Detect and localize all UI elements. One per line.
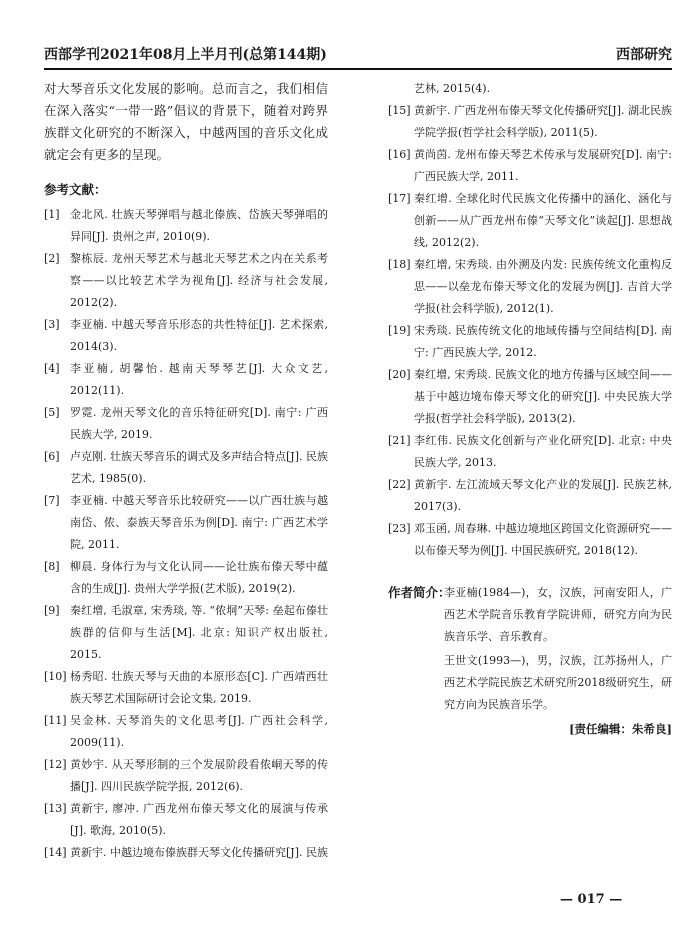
reference-number: [19] [388,324,411,337]
reference-number: [17] [388,192,411,205]
reference-text: 黄新宇. 左江流域天琴文化产业的发展[J]. 民族艺林, 2017(3). [414,478,672,513]
reference-item [44,556,328,600]
references-title: 参考文献： [44,182,107,197]
right-column [388,78,672,740]
references-list-left [44,204,328,864]
reference-item [44,204,328,248]
reference-item [388,254,672,320]
reference-item [44,490,328,556]
reference-item [44,710,328,754]
reference-number: [21] [388,434,411,447]
reference-item [388,364,672,430]
reference-text: 黄新宇. 广西龙州布傣天琴文化传播研究[J]. 湖北民族学院学报(哲学社会科学版), 2011(5). [414,104,672,139]
reference-number: [4] [44,362,60,375]
reference-number: [18] [388,258,411,271]
reference-number: [7] [44,494,60,507]
reference-item [388,474,672,518]
author-bio-1: 李亚楠(1984—)，女，汉族，河南安阳人，广西艺术学院音乐教育学院讲师，研究方向为民族音乐学、音乐教育。 [444,586,672,643]
reference-text: 李亚楠, 胡馨怡. 越南天琴琴艺[J]. 大众文艺, 2012(11). [70,362,328,397]
reference-number: [12] [44,758,67,771]
reference-number: [23] [388,522,411,535]
reference-number: [1] [44,208,60,221]
reference-text: 李红伟. 民族文化创新与产业化研究[D]. 北京: 中央民族大学, 2013. [414,434,672,469]
reference-item [44,600,328,666]
author-bio-2: 王世文(1993—)，男，汉族，江苏扬州人，广西艺术学院民族艺术研究所2018级研究生，研究方向为民族音乐学。 [444,654,672,711]
reference-item [44,666,328,710]
reference-number: [6] [44,450,60,463]
reference-item [388,144,672,188]
reference-text: 卢克刚. 壮族天琴音乐的调式及多声结合特点[J]. 民族艺术, 1985(0). [70,450,328,485]
reference-item [44,248,328,314]
reference-text: 秦红增, 宋秀琰. 民族文化的地方传播与区域空间——基于中越边境布傣天琴文化的研究[J]. 中央民族大学学报(哲学社会科学版), 2013(2). [414,368,672,425]
reference-text: 罗霓. 龙州天琴文化的音乐特征研究[D]. 南宁: 广西民族大学, 2019. [70,406,328,441]
reference-text: 金北风. 壮族天琴弹唱与越北傣族、岱族天琴弹唱的异同[J]. 贵州之声, 2010(9). [70,208,328,243]
page-number: — 017 — [560,892,623,907]
author-label: 作者简介： [388,585,451,600]
reference-number: [20] [388,368,411,381]
responsible-editor: [责任编辑：朱希良] [569,722,672,736]
running-header [44,40,672,70]
reference-text: 宋秀琰. 民族传统文化的地域传播与空间结构[D]. 南宁: 广西民族大学, 2012. [414,324,672,359]
section-title: 西部研究 [616,47,672,63]
reference-item [388,188,672,254]
body-paragraph: 对大琴音乐文化发展的影响。总而言之，我们相信在深入落实“一带一路”倡议的背景下，随着对跨界族群文化研究的不断深入，中越两国的音乐文化成就定会有更多的呈现。 [44,81,328,162]
reference-item [388,430,672,474]
reference-item [44,754,328,798]
reference-text: 李亚楠. 中越天琴音乐形态的共性特征[J]. 艺术探索, 2014(3). [70,318,328,353]
reference-text: 柳晨. 身体行为与文化认同——论壮族布傣天琴中蕴含的生成[J]. 贵州大学学报(艺术版), 2019(2). [70,560,328,595]
reference-text: 邓玉函, 周春琳. 中越边境地区跨国文化资源研究——以布傣天琴为例[J]. 中国民族研究, 2018(12). [414,522,672,557]
reference-number: [9] [44,604,60,617]
reference-text: 黎栋辰. 龙州天琴艺术与越北天琴艺术之内在关系考察——以比较艺术学为视角[J]. 经济与社会发展, 2012(2). [70,252,328,309]
reference-item [388,100,672,144]
reference-number: [16] [388,148,411,161]
reference-number: [15] [388,104,411,117]
author-block [388,582,672,716]
reference-text: 秦红增. 全球化时代民族文化传播中的涵化、涵化与创新——从广西龙州布傣“天琴文化”谈起[J]. 思想战线, 2012(2). [414,192,672,249]
reference-number: [13] [44,802,67,815]
reference-number: [5] [44,406,60,419]
reference-text: 杨秀昭. 壮族天琴与天曲的本原形态[C]. 广西靖西壮族天琴艺术国际研讨会论文集, 2019. [70,670,328,705]
reference-text: 黄妙宇. 从天琴形制的三个发展阶段看侬峒天琴的传播[J]. 四川民族学院学报, 2012(6). [70,758,328,793]
reference-text: 黄新宇, 廖冲. 广西龙州布傣天琴文化的展演与传承[J]. 歌海, 2010(5). [70,802,328,837]
reference-item [44,842,328,864]
journal-title: 西部学刊2021年08月上半月刊(总第144期) [44,47,327,63]
references-list-right [388,100,672,562]
left-column [44,78,328,864]
reference-item [44,402,328,446]
reference-item [388,320,672,364]
reference-number: [11] [44,714,67,727]
reference-text: 秦红增, 毛淑章, 宋秀琰, 等. “侬垌”天琴: 垒起布傣壮族群的信仰与生活[M]. 北京: 知识产权出版社, 2015. [70,604,328,661]
reference-continuation: 艺林, 2015(4). [414,82,491,95]
reference-text: 吴金林. 天琴消失的文化思考[J]. 广西社会科学, 2009(11). [70,714,328,749]
reference-number: [22] [388,478,411,491]
reference-item [44,446,328,490]
reference-number: [10] [44,670,67,683]
author-info [388,582,672,740]
reference-item [44,314,328,358]
reference-number: [3] [44,318,60,331]
reference-text: 黄尚茵. 龙州布傣天琴艺术传承与发展研究[D]. 南宁: 广西民族大学, 2011. [414,148,672,183]
reference-item [388,518,672,562]
reference-text: 黄新宇. 中越边境布傣族群天琴文化传播研究[J]. 民族 [70,846,328,859]
reference-item [44,798,328,842]
reference-number: [2] [44,252,60,265]
reference-text: 李亚楠. 中越天琴音乐比较研究——以广西壮族与越南岱、侬、泰族天琴音乐为例[D]. 南宁: 广西艺术学院, 2011. [70,494,328,551]
reference-text: 秦红增, 宋秀琰. 由外溯及内发: 民族传统文化重构反思——以垒龙布傣天琴文化的发展为例[J]. 吉首大学学报(社会科学版), 2012(1). [414,258,672,315]
reference-item [44,358,328,402]
reference-number: [8] [44,560,60,573]
reference-number: [14] [44,846,67,859]
